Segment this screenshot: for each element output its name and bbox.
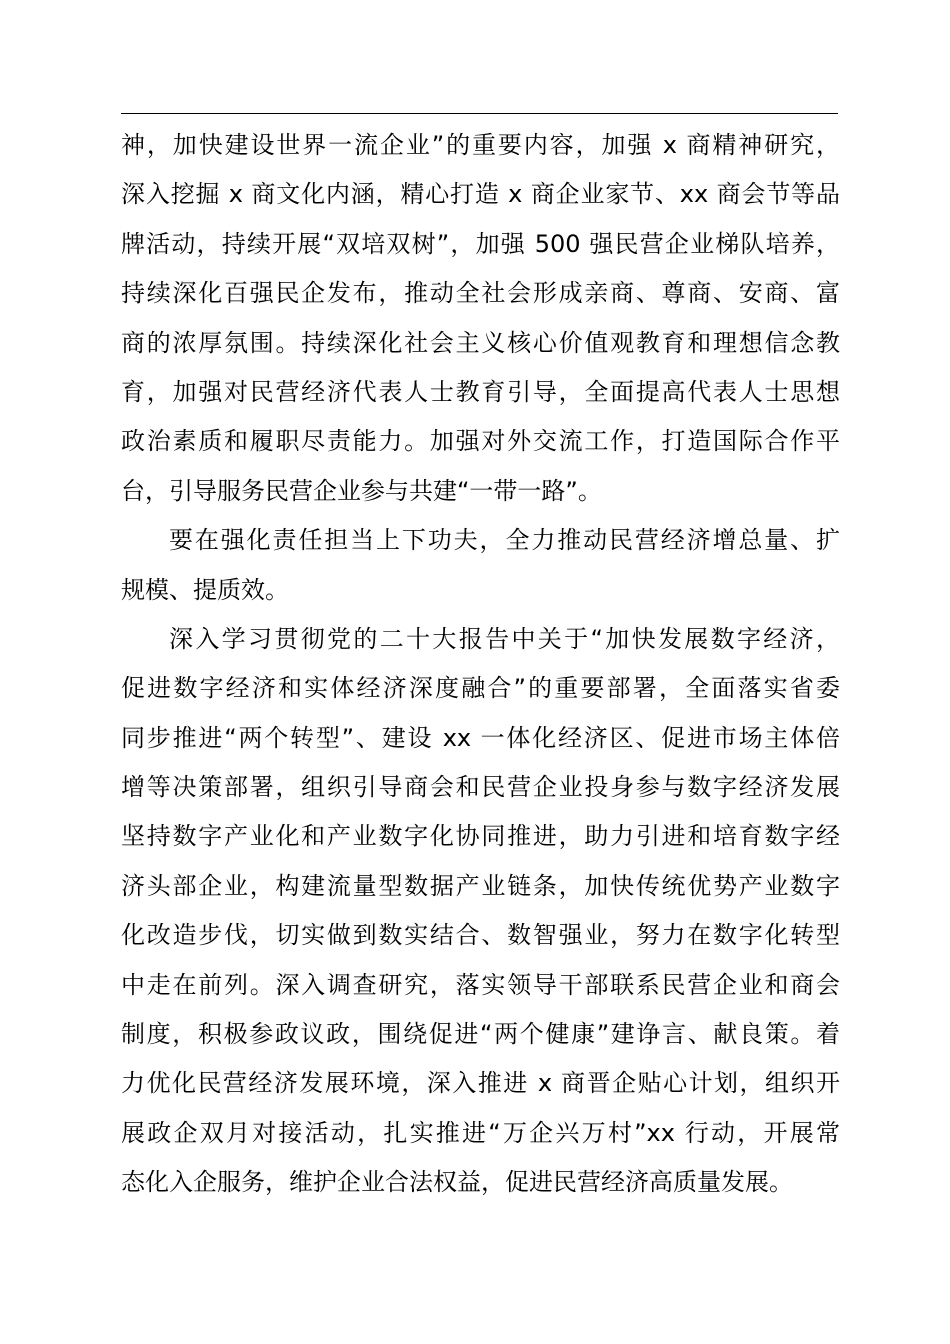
text-line: 持续深化百强民企发布，推动全社会形成亲商、尊商、安商、富 (121, 279, 840, 308)
text-line: 中走在前列。深入调查研究，落实领导干部联系民营企业和商会 (121, 970, 840, 999)
text-line: 要在强化责任担当上下功夫，全力推动民营经济增总量、扩 (169, 526, 840, 555)
text-line: 神，加快建设世界一流企业”的重要内容，加强 x 商精神研究， (121, 131, 840, 159)
text-line: 同步推进“两个转型”、建设 xx 一体化经济区、促进市场主体倍 (121, 723, 840, 752)
text-line: 深入挖掘 x 商文化内涵，精心打造 x 商企业家节、xx 商会节等品 (121, 180, 840, 209)
text-line: 力优化民营经济发展环境，深入推进 x 商晋企贴心计划，组织开 (121, 1069, 840, 1098)
text-line: 制度，积极参政议政，围绕促进“两个健康”建诤言、献良策。着 (121, 1020, 840, 1049)
text-line: 台，引导服务民营企业参与共建“一带一路”。 (121, 476, 602, 505)
text-line: 育，加强对民营经济代表人士教育引导，全面提高代表人士思想 (121, 377, 840, 406)
text-line: 济头部企业，构建流量型数据产业链条，加快传统优势产业数字 (121, 871, 840, 900)
text-line: 坚持数字产业化和产业数字化协同推进，助力引进和培育数字经 (121, 822, 840, 851)
text-line: 商的浓厚氛围。持续深化社会主义核心价值观教育和理想信念教 (121, 328, 840, 357)
text-line: 展政企双月对接活动，扎实推进“万企兴万村”xx 行动，开展常 (121, 1118, 840, 1147)
text-line: 政治素质和履职尽责能力。加强对外交流工作，打造国际合作平 (121, 427, 840, 456)
header-rule (121, 113, 838, 114)
text-line: 规模、提质效。 (121, 575, 289, 604)
text-line: 促进数字经济和实体经济深度融合”的重要部署，全面落实省委 (121, 674, 840, 703)
text-line: 深入学习贯彻党的二十大报告中关于“加快发展数字经济， (169, 624, 840, 653)
text-line: 化改造步伐，切实做到数实结合、数智强业，努力在数字化转型 (121, 921, 840, 950)
document-body (121, 121, 840, 1208)
text-line: 增等决策部署，组织引导商会和民营企业投身参与数字经济发展 (121, 773, 840, 802)
text-line: 牌活动，持续开展“双培双树”，加强 500 强民营企业梯队培养， (121, 229, 840, 258)
text-line: 态化入企服务，维护企业合法权益，促进民营经济高质量发展。 (121, 1168, 793, 1197)
